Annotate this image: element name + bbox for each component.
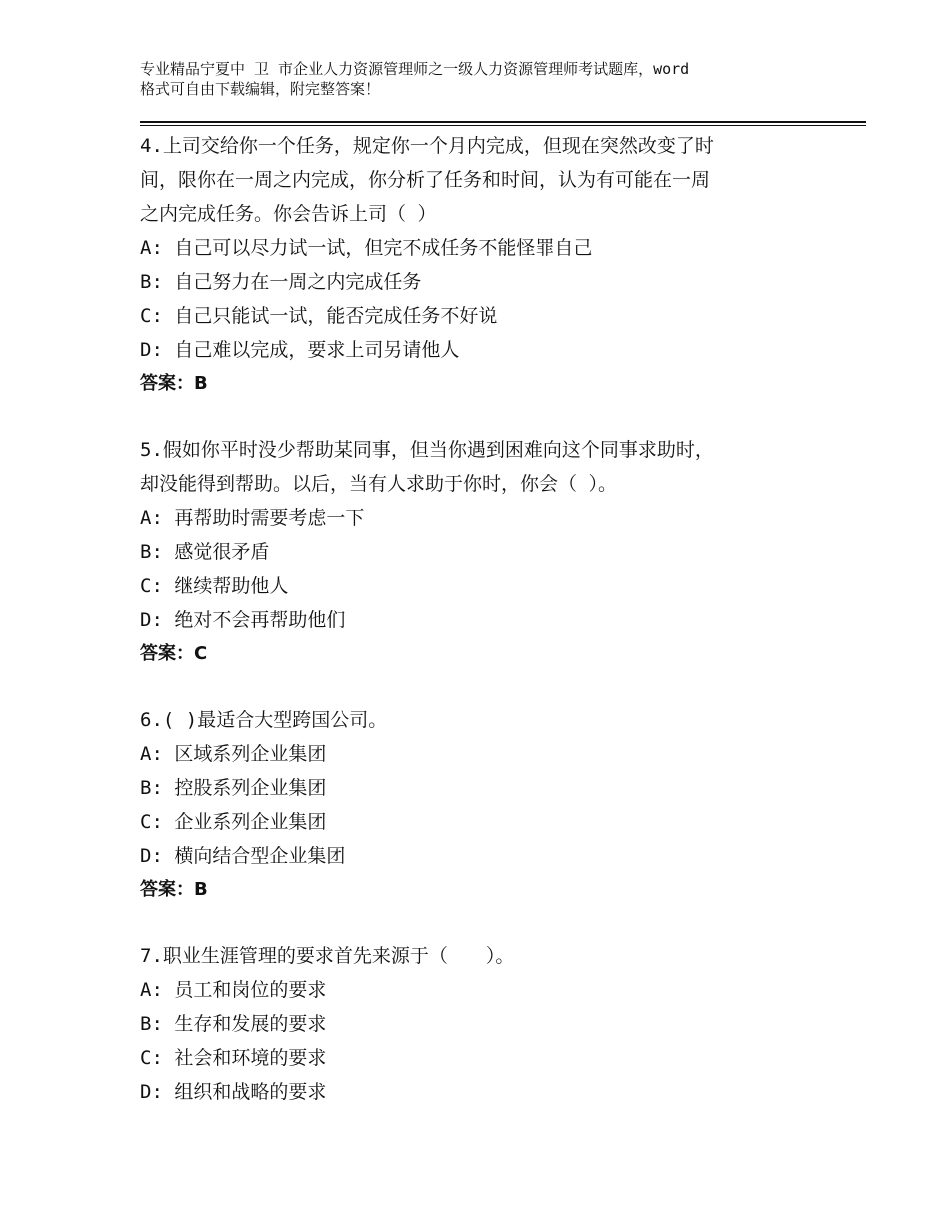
option-d: D: 组织和战略的要求	[140, 1081, 327, 1103]
question-stem-line: 4.上司交给你一个任务，规定你一个月内完成，但现在突然改变了时	[140, 135, 714, 157]
header-divider-thick	[140, 121, 866, 123]
question-stem-line: 之内完成任务。你会告诉上司（ ）	[140, 203, 437, 225]
header-line-2: 格式可自由下载编辑，附完整答案！	[140, 80, 381, 98]
question-stem-line: 却没能得到帮助。以后，当有人求助于你时，你会（ ）。	[140, 473, 617, 495]
question-7	[140, 939, 830, 1109]
answer-line: 答案：B	[140, 879, 208, 900]
question-list	[140, 129, 830, 1141]
option-a: A: 员工和岗位的要求	[140, 979, 327, 1001]
option-d: D: 横向结合型企业集团	[140, 845, 346, 867]
answer-line: 答案：B	[140, 373, 208, 394]
option-a: A: 自己可以尽力试一试，但完不成任务不能怪罪自己	[140, 237, 593, 259]
option-d: D: 自己难以完成，要求上司另请他人	[140, 339, 460, 361]
option-c: C: 继续帮助他人	[140, 575, 289, 597]
option-d: D: 绝对不会再帮助他们	[140, 609, 346, 631]
option-a: A: 再帮助时需要考虑一下	[140, 507, 365, 529]
header-divider-thin	[140, 125, 866, 126]
document-header	[140, 59, 840, 99]
question-stem-line: 6.( )最适合大型跨国公司。	[140, 709, 388, 731]
option-b: B: 控股系列企业集团	[140, 777, 327, 799]
answer-line: 答案：C	[140, 643, 208, 664]
question-6	[140, 703, 830, 907]
question-stem-line: 间，限你在一周之内完成，你分析了任务和时间，认为有可能在一周	[140, 169, 711, 191]
option-c: C: 企业系列企业集团	[140, 811, 327, 833]
question-4	[140, 129, 830, 401]
option-a: A: 区域系列企业集团	[140, 743, 327, 765]
question-5	[140, 433, 830, 671]
option-b: B: 自己努力在一周之内完成任务	[140, 271, 422, 293]
question-stem-line: 7.职业生涯管理的要求首先来源于（ ）。	[140, 945, 515, 967]
question-stem-line: 5.假如你平时没少帮助某同事，但当你遇到困难向这个同事求助时，	[140, 439, 714, 461]
option-c: C: 社会和环境的要求	[140, 1047, 327, 1069]
option-b: B: 生存和发展的要求	[140, 1013, 327, 1035]
option-b: B: 感觉很矛盾	[140, 541, 270, 563]
option-c: C: 自己只能试一试，能否完成任务不好说	[140, 305, 498, 327]
header-line-1: 专业精品宁夏中 卫 市企业人力资源管理师之一级人力资源管理师考试题库，word	[140, 60, 690, 78]
